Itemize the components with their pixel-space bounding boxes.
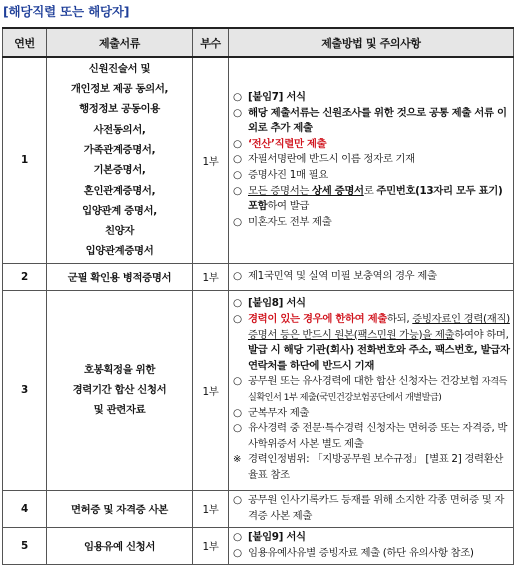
method-notes xyxy=(229,290,514,490)
column-header-count: 부수 xyxy=(193,28,229,57)
method-notes xyxy=(229,490,514,527)
document-name-line: 입양관계 증명서, xyxy=(82,204,157,217)
column-header-doc: 제출서류 xyxy=(47,28,193,57)
table-header-row xyxy=(3,28,514,57)
copy-count: 1부 xyxy=(193,290,229,490)
note-item: ○ 미혼자도 전부 제출 xyxy=(233,215,332,228)
document-name: 임용유예 신청서 xyxy=(47,527,193,564)
document-name-line: 및 관련자료 xyxy=(93,404,146,417)
document-name-line: 혼인관계증명서, xyxy=(83,184,156,197)
document-table xyxy=(2,27,514,565)
document-name: 면허증 및 자격증 사본 xyxy=(47,490,193,527)
document-name-line: 개인정보 제공 동의서, xyxy=(70,83,169,96)
copy-count: 1부 xyxy=(193,527,229,564)
note-item: ○ 제1국민역 및 실역 미필 보충역의 경우 제출 xyxy=(233,269,437,282)
document-name xyxy=(47,57,193,263)
method-notes xyxy=(229,263,514,290)
document-name-line: 기본증명서, xyxy=(93,164,146,177)
table-row xyxy=(3,57,514,263)
column-header-method: 제출방법 및 주의사항 xyxy=(229,28,514,57)
note-item: ○ [붙임7] 서식 xyxy=(233,91,306,104)
method-notes xyxy=(229,527,514,564)
document-name-line: 친양자 xyxy=(104,225,135,238)
document-name-line: 호봉획정을 위한 xyxy=(83,363,156,376)
table-row xyxy=(3,527,514,564)
table-row xyxy=(3,290,514,490)
row-number: 4 xyxy=(3,490,47,527)
table-row xyxy=(3,263,514,290)
document-name-line: 가족관계증명서, xyxy=(83,143,156,156)
row-number: 3 xyxy=(3,290,47,490)
document-name: 군필 확인용 병적증명서 xyxy=(47,263,193,290)
note-item: ○ 경력이 있는 경우에 한하여 제출하되, 증빙자료인 경력(재직)증명서 등은 반드시 원본(팩스민원 가능)을 제출하여야 하며, 발급 시 해당 기관(회사) 전화번호와 주소, 팩스번호, 발급자 연락처를 하단에 반드시 기재 xyxy=(233,313,510,372)
copy-count: 1부 xyxy=(193,490,229,527)
note-item: ○ 자필서명란에 반드시 이름 정자로 기재 xyxy=(233,153,415,166)
note-item: ○ 증명사진 1매 필요 xyxy=(233,169,328,182)
document-name-line: 신원진술서 및 xyxy=(88,62,151,75)
note-item: ○ [붙임9] 서식 xyxy=(233,530,306,543)
copy-count: 1부 xyxy=(193,57,229,263)
table-row xyxy=(3,490,514,527)
note-item: ○ ‘전산’직렬만 제출 xyxy=(233,137,327,150)
document-name-line: 입양관계증명서 xyxy=(85,245,154,258)
document-name-line: 행정정보 공동이용 xyxy=(79,103,160,116)
row-number: 1 xyxy=(3,57,47,263)
column-header-no: 연번 xyxy=(3,28,47,57)
note-item: ○ [붙임8] 서식 xyxy=(233,297,306,310)
method-notes xyxy=(229,57,514,263)
row-number: 5 xyxy=(3,527,47,564)
note-item: ○ 공무원 또는 유사경력에 대한 합산 신청자는 건강보험 자격득실확인서 1부 제출(국민건강보험공단에서 개별발급) xyxy=(233,375,507,403)
note-item: ○ 유사경력 중 전문·특수경력 신청자는 면허증 또는 자격증, 박사학위증서 사본 별도 제출 xyxy=(233,422,508,450)
section-heading: [해당직렬 또는 해당자] xyxy=(3,4,130,19)
note-item: ○ 모든 증명서는 상세 증명서로 주민번호(13자리 모두 표기) 포함하여 발급 xyxy=(233,184,503,213)
document-name xyxy=(47,290,193,490)
document-name-line: 경력기간 합산 신청서 xyxy=(72,383,167,396)
note-item: ○ 군복무자 제출 xyxy=(233,406,310,419)
note-item: ○ 해당 제출서류는 신원조사를 위한 것으로 공통 제출 서류 이외로 추가 제출 xyxy=(233,106,507,135)
note-item: ○ 임용유예사유별 증빙자료 제출 (하단 유의사항 참조) xyxy=(233,546,474,559)
copy-count: 1부 xyxy=(193,263,229,290)
row-number: 2 xyxy=(3,263,47,290)
document-name-line: 사전동의서, xyxy=(93,123,146,136)
note-item: ※ 경력인정범위: 「지방공무원 보수규정」 [별표 2] 경력환산율표 참조 xyxy=(233,453,504,481)
note-item: ○ 공무원 인사기록카드 등재를 위해 소지한 각종 면허증 및 자격증 사본 제출 xyxy=(233,493,505,522)
